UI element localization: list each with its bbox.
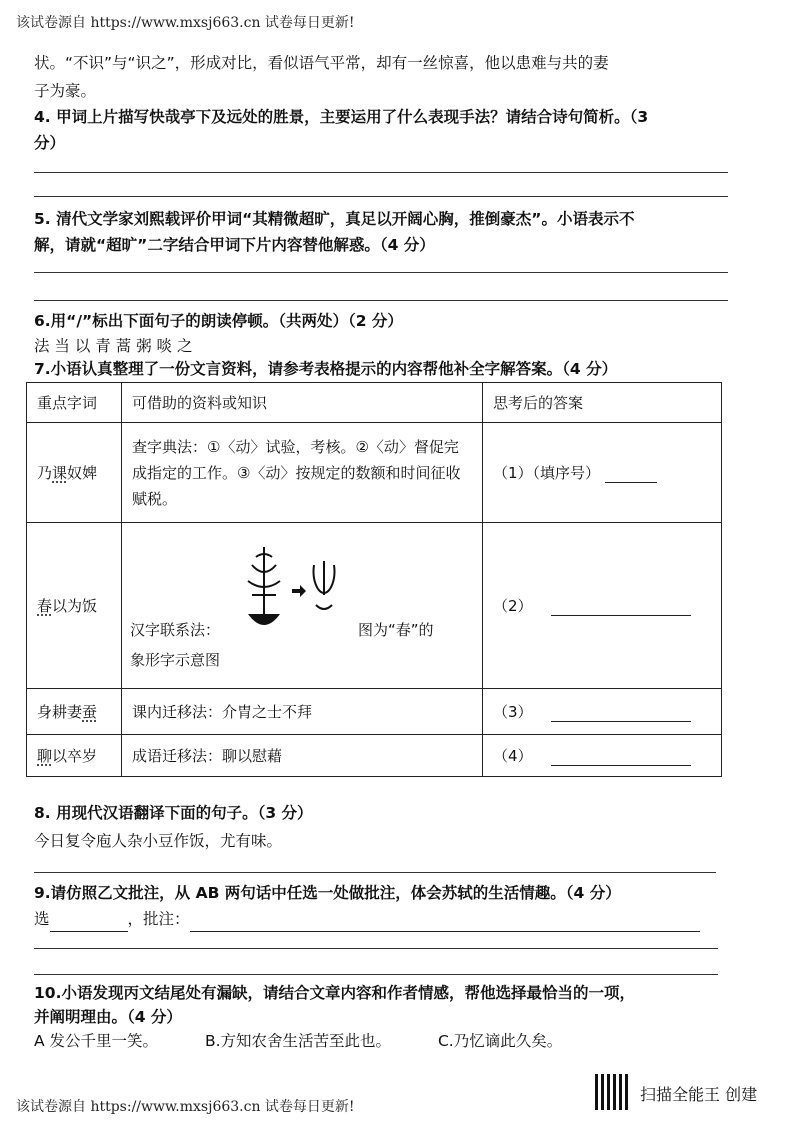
resource-text: 象形字示意图 — [130, 651, 221, 669]
header-source: 该试卷源自 https://www.mxsj663.cn 试卷每日更新! — [16, 15, 355, 31]
table-header: 可借助的资料或知识 — [122, 383, 483, 423]
answer-line[interactable] — [34, 196, 728, 197]
resource-cell — [122, 523, 483, 689]
answer-cell: （2） — [483, 523, 722, 689]
question-9: 9.请仿照乙文批注，从 AB 两句话中任选一处做批注，体会苏轼的生活情趣。（4 分） — [34, 884, 621, 902]
key-word: 乃课奴婢 — [27, 423, 122, 523]
answer-cell: （4） — [483, 735, 722, 777]
answer-cell: （3） — [483, 689, 722, 735]
table-header: 重点字词 — [27, 383, 122, 423]
resource-text: 汉字联系法： — [130, 621, 221, 639]
answer-line[interactable] — [34, 172, 728, 173]
answer-blank[interactable] — [551, 721, 691, 722]
option-c[interactable]: C.乃忆谪此久矣。 — [437, 1032, 563, 1050]
resource-text: 课内迁移法：介胄之士不拜 — [122, 689, 483, 735]
answer-blank[interactable] — [551, 615, 691, 616]
select-blank[interactable] — [50, 931, 128, 932]
question-4-cont: 分） — [34, 134, 66, 152]
table-header: 思考后的答案 — [483, 383, 722, 423]
answer-blank[interactable] — [551, 765, 691, 766]
intro-line-2: 子为豪。 — [34, 82, 97, 100]
resource-text: 成语迁移法：聊以慰藉 — [122, 735, 483, 777]
answer-line[interactable] — [34, 300, 728, 301]
question-4: 4. 甲词上片描写快哉亭下及远处的胜景，主要运用了什么表现手法？请结合诗句简析。（3 — [34, 108, 649, 126]
question-5-cont: 解，请就“超旷”二字结合甲词下片内容替他解惑。（4 分） — [34, 236, 435, 254]
resource-text: 图为“春”的 — [358, 621, 434, 639]
key-word: 春以为饭 — [27, 523, 122, 689]
option-a[interactable]: A 发公千里一笑。 — [34, 1032, 159, 1050]
answer-line[interactable] — [34, 272, 728, 273]
pictograph-image — [234, 545, 344, 635]
qr-code-icon — [595, 1074, 631, 1110]
table-row — [27, 523, 722, 689]
table-row — [27, 423, 722, 523]
question-5: 5. 清代文学家刘熙载评价甲词“其精微超旷，真足以开阔心胸，推倒豪杰”。小语表示不 — [34, 210, 635, 228]
question-8-sentence: 今日复令庖人杂小豆作饭，尤有味。 — [34, 832, 283, 850]
table-row — [27, 735, 722, 777]
comment-blank[interactable] — [190, 931, 700, 932]
resource-text: 查字典法：①〈动〉试验，考核。②〈动〉督促完成指定的工作。③〈动〉按规定的数额和时间征收赋税。 — [122, 423, 483, 523]
arrow-icon — [292, 585, 306, 597]
answer-line[interactable] — [34, 872, 716, 873]
select-label: 选 — [34, 910, 50, 928]
answer-blank[interactable] — [605, 482, 657, 483]
comment-label: ，批注： — [127, 910, 190, 928]
question-8: 8. 用现代汉语翻译下面的句子。（3 分） — [34, 804, 313, 822]
option-list — [34, 1028, 604, 1054]
vocab-table — [26, 382, 722, 777]
key-word: 聊以卒岁 — [27, 735, 122, 777]
answer-line[interactable] — [34, 974, 718, 975]
table-row — [27, 689, 722, 735]
answer-line[interactable] — [34, 948, 718, 949]
question-7: 7.小语认真整理了一份文言资料，请参考表格提示的内容帮他补全字解答案。（4 分） — [34, 360, 618, 378]
question-10: 10.小语发现丙文结尾处有漏缺，请结合文章内容和作者情感，帮他选择最恰当的一项， — [34, 984, 635, 1002]
question-6-sentence: 法 当 以 青 蒿 粥 啖 之 — [34, 337, 193, 355]
footer-source: 该试卷源自 https://www.mxsj663.cn 试卷每日更新! — [16, 1099, 355, 1115]
intro-line-1: 状。“不识”与“识之”，形成对比，看似语气平常，却有一丝惊喜，他以患难与共的妻 — [34, 54, 609, 72]
question-6: 6.用“/”标出下面句子的朗读停顿。（共两处）（2 分） — [34, 312, 403, 330]
question-9-answer-row — [34, 906, 724, 932]
mortar-pestle-figure — [248, 547, 280, 624]
key-word: 身耕妻蚕 — [27, 689, 122, 735]
question-10-cont: 并阐明理由。（4 分） — [34, 1008, 182, 1026]
option-b[interactable]: B.方知农舍生活苦至此也。 — [204, 1032, 392, 1050]
scanner-watermark: 扫描全能王 创建 — [640, 1085, 758, 1104]
answer-cell: （1）（填序号） — [483, 423, 722, 523]
ancient-char-figure — [314, 561, 335, 609]
